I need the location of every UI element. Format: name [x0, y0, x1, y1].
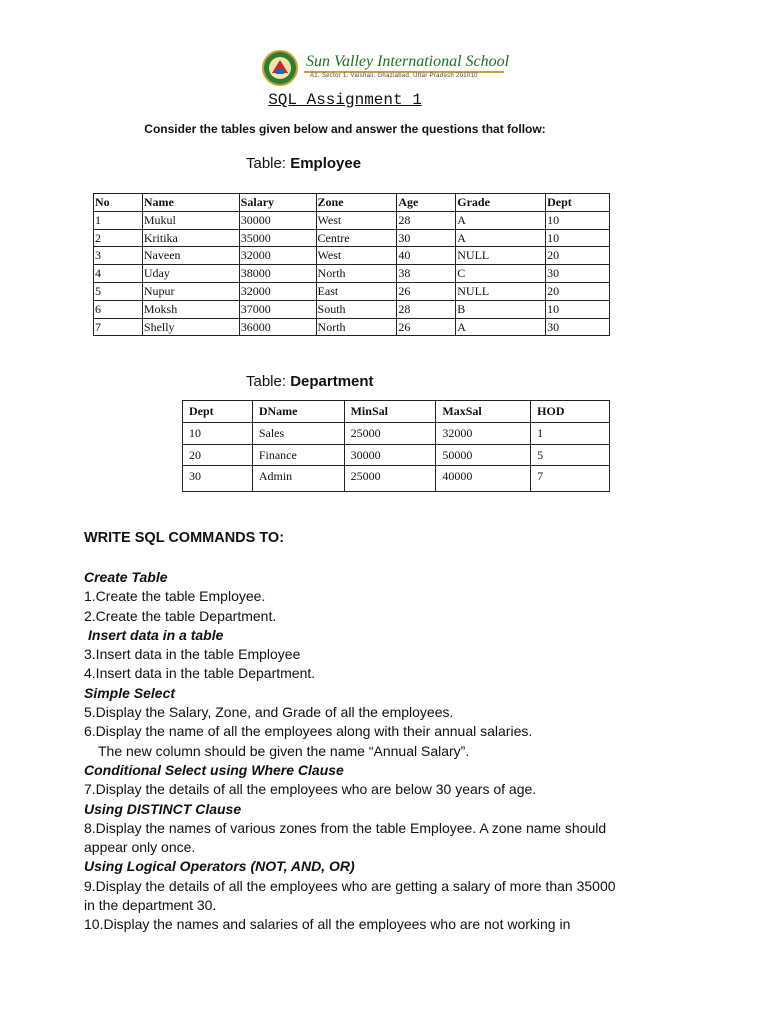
table-cell: 38: [397, 265, 456, 283]
column-header: Dept: [183, 401, 253, 423]
table-cell: 1: [531, 422, 610, 444]
question-line: 9.Display the details of all the employees who are getting a salary of more than 35000: [84, 877, 616, 894]
table-cell: NULL: [456, 247, 546, 265]
table-cell: 38000: [239, 265, 316, 283]
table-cell: 28: [397, 211, 456, 229]
question-line: 3.Insert data in the table Employee: [84, 646, 301, 663]
table-header-row: [94, 194, 610, 212]
column-header: Name: [142, 194, 239, 212]
department-table: [182, 400, 610, 492]
question-line: 1.Create the table Employee.: [84, 588, 266, 605]
table-cell: Admin: [252, 466, 344, 492]
table-cell: Finance: [252, 444, 344, 466]
department-table-caption: [246, 373, 374, 390]
table-cell: 20: [546, 247, 610, 265]
section-heading: Create Table: [84, 569, 168, 585]
table-cell: 25000: [344, 466, 436, 492]
table-row: [183, 422, 610, 444]
table-cell: 30: [546, 318, 610, 336]
question-line: in the department 30.: [84, 897, 217, 914]
table-cell: B: [456, 300, 546, 318]
table-cell: 10: [546, 300, 610, 318]
table-cell: 40: [397, 247, 456, 265]
question-line: The new column should be given the name “Annual Salary”.: [98, 742, 470, 759]
table-row: [183, 444, 610, 466]
table-cell: 7: [94, 318, 143, 336]
column-header: Salary: [239, 194, 316, 212]
column-header: Age: [397, 194, 456, 212]
table-cell: Centre: [316, 229, 397, 247]
table-cell: West: [316, 247, 397, 265]
table-cell: East: [316, 282, 397, 300]
school-name: Sun Valley International School: [306, 53, 510, 70]
caption-name: Department: [290, 373, 374, 390]
table-row: [94, 265, 610, 283]
page-title: SQL Assignment 1: [268, 91, 422, 109]
table-row: [94, 211, 610, 229]
column-header: Dept: [546, 194, 610, 212]
question-line: 7.Display the details of all the employees who are below 30 years of age.: [84, 781, 537, 798]
table-cell: 32000: [239, 282, 316, 300]
school-logo: [262, 49, 298, 87]
table-cell: South: [316, 300, 397, 318]
table-cell: 10: [546, 211, 610, 229]
table-cell: Shelly: [142, 318, 239, 336]
table-row: [94, 318, 610, 336]
column-header: MaxSal: [436, 401, 531, 423]
table-cell: 25000: [344, 422, 436, 444]
section-heading: Using Logical Operators (NOT, AND, OR): [84, 858, 355, 875]
table-cell: C: [456, 265, 546, 283]
table-cell: 30: [183, 466, 253, 492]
table-cell: 4: [94, 265, 143, 283]
table-cell: 10: [546, 229, 610, 247]
table-cell: Mukul: [142, 211, 239, 229]
question-line: 10.Display the names and salaries of all the employees who are not working in: [84, 916, 571, 933]
table-cell: 3: [94, 247, 143, 265]
table-cell: Kritika: [142, 229, 239, 247]
table-row: [94, 229, 610, 247]
table-cell: 2: [94, 229, 143, 247]
table-cell: Sales: [252, 422, 344, 444]
table-cell: 26: [397, 318, 456, 336]
column-header: MinSal: [344, 401, 436, 423]
table-cell: 50000: [436, 444, 531, 466]
table-cell: A: [456, 211, 546, 229]
question-line: 6.Display the name of all the employees along with their annual salaries.: [84, 723, 533, 740]
table-cell: 10: [183, 422, 253, 444]
column-header: DName: [252, 401, 344, 423]
section-heading: Simple Select: [84, 684, 176, 701]
table-cell: Moksh: [142, 300, 239, 318]
table-cell: 36000: [239, 318, 316, 336]
table-cell: West: [316, 211, 397, 229]
caption-prefix: Table:: [246, 373, 291, 390]
table-cell: 35000: [239, 229, 316, 247]
question-line: appear only once.: [84, 839, 196, 856]
table-cell: NULL: [456, 282, 546, 300]
employee-table-caption: [246, 155, 361, 172]
table-cell: 30000: [239, 211, 316, 229]
question-line: 5.Display the Salary, Zone, and Grade of all the employees.: [84, 704, 454, 721]
section-heading: Using DISTINCT Clause: [84, 800, 242, 817]
table-row: [94, 247, 610, 265]
table-cell: 1: [94, 211, 143, 229]
table-cell: 28: [397, 300, 456, 318]
table-cell: 20: [183, 444, 253, 466]
table-cell: 5: [531, 444, 610, 466]
task-list: [84, 568, 724, 935]
table-cell: 32000: [436, 422, 531, 444]
table-cell: 40000: [436, 466, 531, 492]
caption-name: Employee: [290, 155, 362, 172]
table-cell: 26: [397, 282, 456, 300]
table-cell: Naveen: [142, 247, 239, 265]
tasks-heading: WRITE SQL COMMANDS TO:: [84, 530, 285, 546]
table-cell: 6: [94, 300, 143, 318]
table-header-row: [183, 401, 610, 423]
column-header: HOD: [531, 401, 610, 423]
table-cell: 37000: [239, 300, 316, 318]
question-line: 4.Insert data in the table Department.: [84, 665, 316, 682]
table-row: [94, 300, 610, 318]
section-heading: Insert data in a table: [88, 626, 224, 643]
table-cell: 32000: [239, 247, 316, 265]
question-line: 2.Create the table Department.: [84, 607, 277, 624]
table-cell: 20: [546, 282, 610, 300]
table-cell: North: [316, 318, 397, 336]
table-cell: 30000: [344, 444, 436, 466]
table-cell: Uday: [142, 265, 239, 283]
table-cell: 5: [94, 282, 143, 300]
instructions: Consider the tables given below and answer the questions that follow:: [144, 122, 546, 136]
school-address: A1, Sector 1, Vaishali, Ghaziabad, Uttar Pradesh 201010: [310, 73, 478, 79]
table-cell: A: [456, 318, 546, 336]
section-heading: Conditional Select using Where Clause: [84, 761, 344, 778]
column-header: Zone: [316, 194, 397, 212]
table-cell: Nupur: [142, 282, 239, 300]
column-header: No: [94, 194, 143, 212]
column-header: Grade: [456, 194, 546, 212]
question-line: 8.Display the names of various zones from the table Employee. A zone name should: [84, 819, 607, 836]
table-row: [183, 466, 610, 492]
caption-prefix: Table:: [246, 155, 291, 172]
table-cell: 30: [546, 265, 610, 283]
employee-table: [93, 193, 610, 336]
table-cell: 30: [397, 229, 456, 247]
table-cell: A: [456, 229, 546, 247]
table-cell: 7: [531, 466, 610, 492]
table-row: [94, 282, 610, 300]
table-cell: North: [316, 265, 397, 283]
